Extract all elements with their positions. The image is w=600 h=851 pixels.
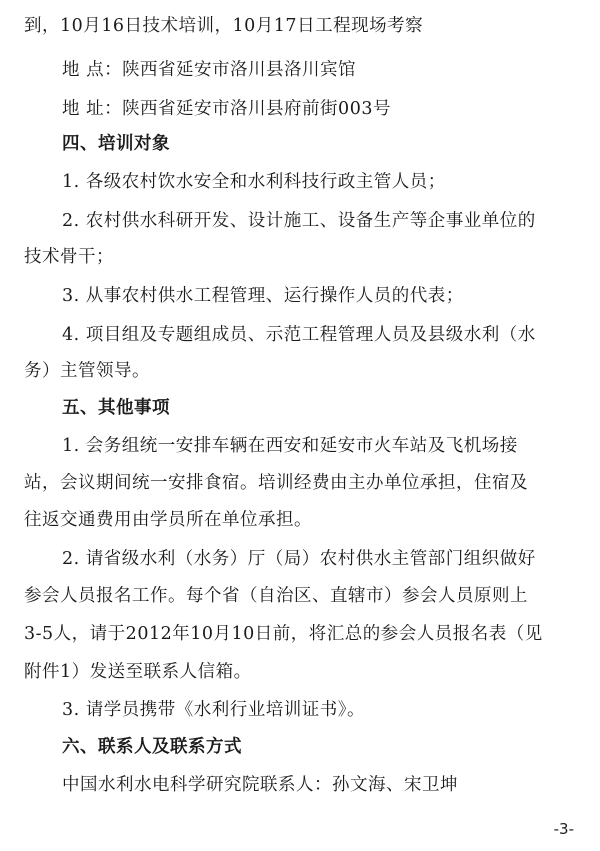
paragraph-line: 站，会议期间统一安排食宿。培训经费由主办单位承担，住宿及 <box>24 473 528 493</box>
list-item: 1. 各级农村饮水安全和水利科技行政主管人员； <box>62 172 446 192</box>
list-item-continuation: 务）主管领导。 <box>24 361 150 381</box>
paragraph-line: 往返交通费用由学员所在单位承担。 <box>24 510 312 530</box>
paragraph-line: 2. 请省级水利（水务）厅（局）农村供水主管部门组织做好 <box>62 549 536 569</box>
paragraph-line: 1. 会务组统一安排车辆在西安和延安市火车站及飞机场接 <box>62 436 518 456</box>
paragraph-line: 3-5人，请于2012年10月10日前，将汇总的参会人员报名表（见 <box>24 624 543 644</box>
page-number: -3- <box>553 820 574 838</box>
section-heading-contacts: 六、联系人及联系方式 <box>62 737 242 757</box>
section-heading-training-targets: 四、培训对象 <box>62 134 170 154</box>
list-item: 3. 从事农村供水工程管理、运行操作人员的代表； <box>62 286 464 306</box>
contact-line: 中国水利水电科学研究院联系人：孙文海、宋卫坤 <box>62 775 458 795</box>
section-heading-other-matters: 五、其他事项 <box>62 398 170 418</box>
list-item-continuation: 技术骨干； <box>24 247 114 267</box>
venue-line: 地 点：陕西省延安市洛川县洛川宾馆 <box>62 60 357 80</box>
list-item: 2. 农村供水科研开发、设计施工、设备生产等企事业单位的 <box>62 211 536 231</box>
address-line: 地 址：陕西省延安市洛川县府前街003号 <box>62 99 391 119</box>
paragraph-line: 3. 请学员携带《水利行业培训证书》。 <box>62 700 366 720</box>
paragraph-line: 参会人员报名工作。每个省（自治区、直辖市）参会人员原则上 <box>24 586 528 606</box>
text-line: 到，10月16日技术培训，10月17日工程现场考察 <box>24 16 424 36</box>
paragraph-line: 附件1）发送至联系人信箱。 <box>24 662 252 682</box>
list-item: 4. 项目组及专题组成员、示范工程管理人员及县级水利（水 <box>62 325 536 345</box>
